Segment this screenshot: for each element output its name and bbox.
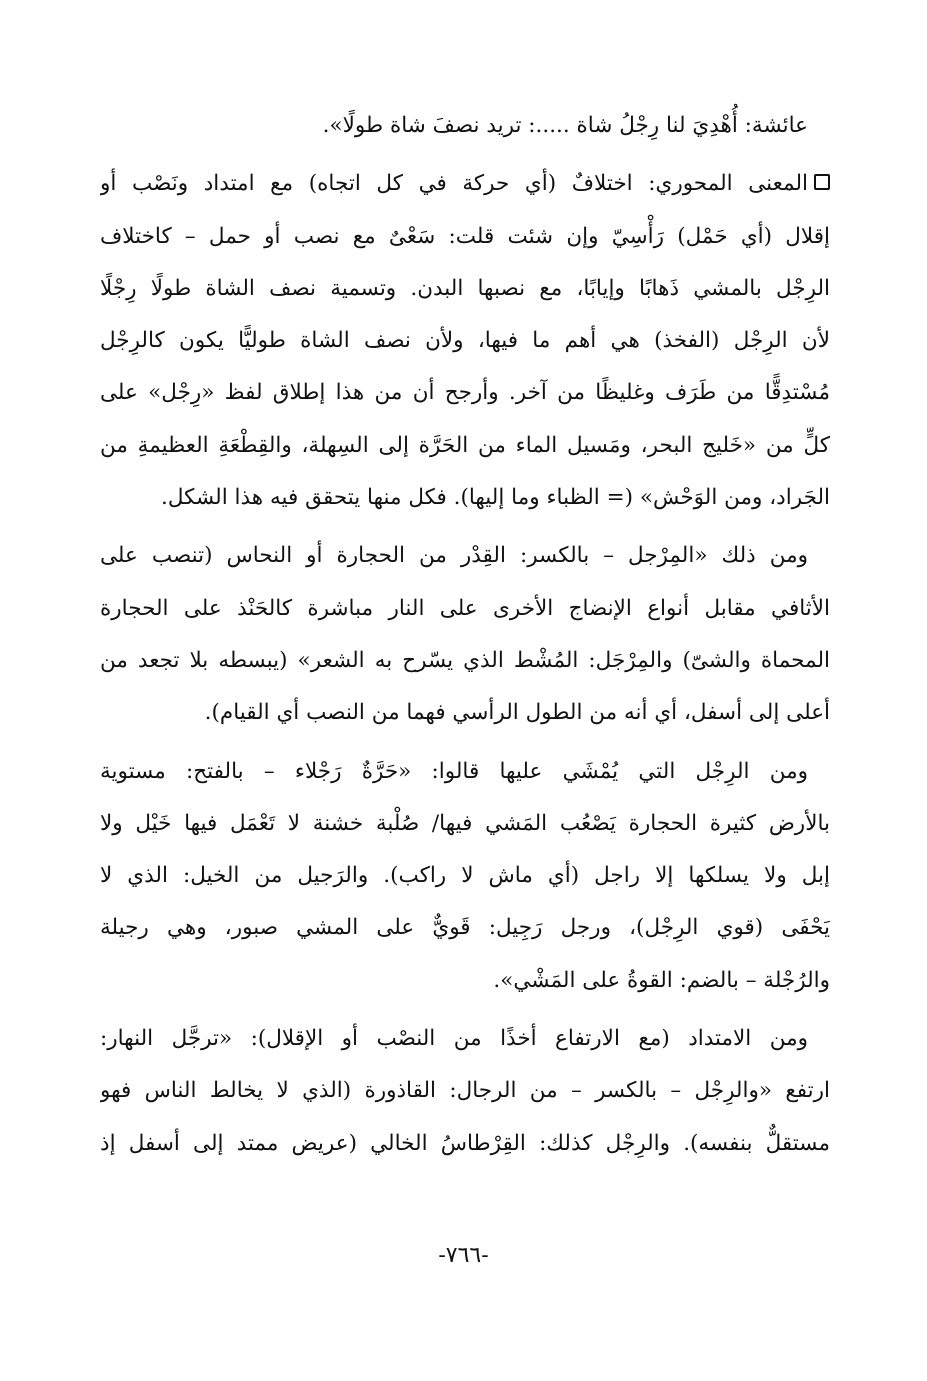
text-line: مُسْتدِقًّا من طَرَف وغليظًا من آخر. وأرجح أن من هذا إطلاق لفظ «رِجْل» على <box>100 380 830 406</box>
page-number: -٧٦٦- <box>438 1243 489 1268</box>
body-text <box>100 100 830 1170</box>
text-line: الرِجْل بالمشي ذَهابًا وإيابًا، مع نصبها البدن. وتسمية نصف الشاة طولًا رِجْلًا <box>100 275 830 301</box>
square-box-icon <box>814 174 830 190</box>
text-line: ومن الرِجْل التي يُمْشَي عليها قالوا: «حَرَّةٌ رَجْلاء – بالفتح: مستوية <box>100 758 808 784</box>
text-line: يَحْفَى (قوي الرِجْل)، ورجل رَجِيل: قَويٌّ على المشي صبور، وهي رجيلة <box>100 915 830 941</box>
text-line: إقلال (أي حَمْل) رَأْسِيّ وإن شئت قلت: سَعْىٌ مع نصب أو حمل – كاختلاف <box>100 223 830 249</box>
text-line: أعلى إلى أسفل، أي أنه من الطول الرأسي فهما من النصب أي القيام). <box>204 700 830 726</box>
text-line <box>100 158 830 210</box>
text-line: المحماة والشىّ) والمِرْجَل: المُشْط الذي يسّرح به الشعر» (يبسطه بلا تجعد من <box>100 647 830 673</box>
text-line-content: المعنى المحوري: اختلافٌ (أي حركة في كل اتجاه) مع امتداد ونَصْب أو <box>100 171 808 197</box>
text-line: بالأرض كثيرة الحجارة يَصْعُب المَشي فيها/ صُلْبة خشنة لا تَعْمَل فيها خَيْل ولا <box>100 810 830 836</box>
text-line: مستقلٌّ بنفسه). والرِجْل كذلك: القِرْطاسُ الخالي (عريض ممتد إلى أسفل إذ <box>100 1130 830 1156</box>
text-line: ومن الامتداد (مع الارتفاع أخذًا من النصْب أو الإقلال): «ترجَّل النهار: <box>100 1026 808 1052</box>
text-line: عائشة: أُهْدِيَ لنا رِجْلُ شاة .....: تريد نصفَ شاة طولًا». <box>322 113 808 138</box>
text-line: والرُجْلة – بالضم: القوةُ على المَشْي». <box>493 967 830 993</box>
text-line: الجَراد، ومن الوَحْش» (= الظباء وما إليها). فكل منها يتحقق فيه هذا الشكل. <box>160 485 830 511</box>
text-line: كلٍّ من «خَليج البحر، ومَسيل الماء من الحَرَّة إلى السِهلة، والقِطْعَةِ العظيمةِ من <box>100 432 830 458</box>
text-line: إبل ولا يسلكها إلا راجل (أي ماش لا راكب). والرَجيل من الخيل: الذي لا <box>100 863 830 889</box>
text-line: لأن الرِجْل (الفخذ) هي أهم ما فيها، ولأن نصف الشاة طوليًّا يكون كالرِجْل <box>100 328 830 354</box>
text-line: الأثافي مقابل أنواع الإنضاج الأخرى على النار مباشرة كالحَنْذ على الحجارة <box>100 595 830 621</box>
text-line: ارتفع «والرِجْل – بالكسر – من الرجال: القاذورة (الذي لا يخالط الناس فهو <box>100 1078 830 1104</box>
text-line: ومن ذلك «المِرْجل – بالكسر: القِدْر من الحجارة أو النحاس (تنصب على <box>100 543 808 569</box>
